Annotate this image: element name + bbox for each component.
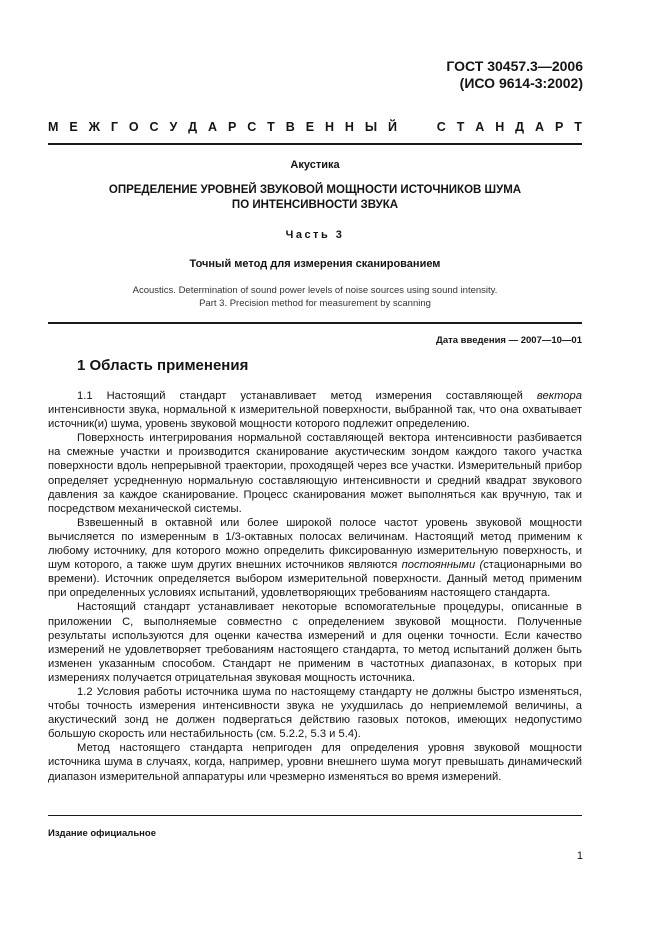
banner-letter: Е <box>305 120 315 134</box>
banner-letter: А <box>208 120 218 134</box>
page-number: 1 <box>576 850 583 862</box>
banner-letter: Ж <box>88 120 100 134</box>
banner-letter: Т <box>267 120 275 134</box>
banner-letter: С <box>436 120 446 134</box>
banner-letter: Т <box>456 120 465 134</box>
banner-letter: Ы <box>364 120 378 134</box>
banner-letter: А <box>475 120 485 134</box>
edition-note: Издание официальное <box>48 828 156 839</box>
paragraph-text: Настоящий стандарт устанавливает некоторые вспомогательные процедуры, описанные в приложении С, выполняемые совместно с определением звуковой мощности. Полученные результаты используются для оценки качества измерений и для оценки точности. Если качество измерений не удовлетворяет требованиям настоящего стандарта, то метод испытаний должен быть изменен указанным способом. Стандарт не применим в частотных диапазонах, в которых при измерениях получается отрицательная звуковая мощность источника. <box>48 601 582 684</box>
banner-letter: Д <box>188 120 198 134</box>
banner-letter: Н <box>344 120 354 134</box>
document-title <box>48 183 582 213</box>
introduction-date: Дата введения — 2007—10—01 <box>436 335 582 346</box>
middle-rule <box>48 322 582 324</box>
paragraph-text: Метод настоящего стандарта непригоден для определения уровня звуковой мощности источника шума в случаях, когда, например, уровни внешнего шума могут превышать динамический диапазон измерительной аппаратуры или чрезмерно изменяться во время измерений. <box>48 742 582 783</box>
top-rule <box>48 143 582 145</box>
body-paragraph <box>48 431 582 516</box>
part-label: Часть 3 <box>285 229 345 241</box>
banner-letter: Т <box>574 120 582 134</box>
english-title-line-1: Acoustics. Determination of sound power levels of noise sources using sound intensity. <box>132 285 498 296</box>
body-paragraph <box>48 600 582 685</box>
banner-letter <box>422 120 425 134</box>
banner-letter: Р <box>227 120 237 134</box>
banner-letter: Й <box>388 120 398 134</box>
title-line-1: ОПРЕДЕЛЕНИЕ УРОВНЕЙ ЗВУКОВОЙ МОЩНОСТИ ИСТОЧНИКОВ ШУМА <box>108 184 522 196</box>
paragraph-text: Взвешенный в октавной или более широкой полосе частот уровень звуковой мощности вычисляется по измеренным в 1/3-октавных полосах величинам. Настоящий метод применим к любому источнику, для которого можно определить фиксированную измерительную поверхность, и шум которого, а также шум других внешних источников являются <box>48 516 582 572</box>
standard-designation <box>446 58 583 92</box>
english-title <box>48 285 582 310</box>
banner-letter: А <box>535 120 545 134</box>
paragraph-text: Поверхность интегрирования нормальной составляющей вектора интенсивности разбивается на смежные участки и производится сканирование акустическим зондом каждого такого участка поверхности вдоль непрерывной траектории, проходящей через все участки. Измерительный прибор определяет усредненную нормальную составляющую интенсивности и средний квадрат звукового давления за каждое сканирование. Процесс сканирования может выполняться как вручную, так и посредством механической системы. <box>48 432 582 515</box>
banner-letter <box>408 120 411 134</box>
banner-letter: Е <box>69 120 78 134</box>
subject-heading: Акустика <box>290 159 340 171</box>
interstate-standard-banner <box>48 120 582 134</box>
title-line-2: ПО ИНТЕНСИВНОСТИ ЗВУКА <box>231 199 399 211</box>
body-paragraph <box>48 685 582 741</box>
footer-rule <box>48 815 582 816</box>
paragraph-text: 1.1 Настоящий стандарт устанавливает метод измерения составляющей <box>77 390 537 402</box>
iso-number: (ИСО 9614-3:2002) <box>459 75 583 91</box>
standard-number: ГОСТ 30457.3—2006 <box>446 58 583 74</box>
banner-letter: С <box>247 120 257 134</box>
banner-letter: Р <box>554 120 564 134</box>
emphasized-text: вектора <box>536 390 582 402</box>
banner-letter: О <box>128 120 139 134</box>
banner-letter: С <box>149 120 159 134</box>
english-title-line-2: Part 3. Precision method for measurement by scanning <box>199 297 431 309</box>
body-paragraph <box>48 516 582 601</box>
banner-letter: Д <box>515 120 525 134</box>
body-paragraph <box>48 389 582 431</box>
banner-letter: М <box>48 120 59 134</box>
paragraph-text: стационарными во времени). Источник определяется выбором измерительной поверхности. Данный метод применим при определенных условиях испытаний, удовлетворяющих требованиям настоящего стандарта. <box>48 559 583 600</box>
banner-letter: Н <box>324 120 334 134</box>
paragraph-text: 1.2 Условия работы источника шума по настоящему стандарту не должны быстро изменяться, чтобы точность измерения интенсивности звука не ухудшилась до неприемлемой величины, а акустический зонд не должен подвергаться действию газовых потоков, имеющих недопустимо большую скорость или нестабильность (см. 5.2.2, 5.3 и 5.4). <box>48 685 582 741</box>
banner-letter: У <box>169 120 178 134</box>
banner-letter: Н <box>495 120 505 134</box>
banner-letter: Г <box>110 120 118 134</box>
section-body <box>48 389 582 784</box>
document-subtitle: Точный метод для измерения сканированием <box>189 258 441 270</box>
emphasized-text: постоянными ( <box>401 559 484 572</box>
paragraph-text: интенсивности звука, нормальной к измерительной поверхности, выбранной так, что она охватывает источник(и) шума, уровень звуковой мощности которого подлежит определению. <box>48 404 582 431</box>
banner-letter: В <box>285 120 295 134</box>
section-heading: 1 Область применения <box>77 357 249 374</box>
body-paragraph <box>48 741 582 783</box>
